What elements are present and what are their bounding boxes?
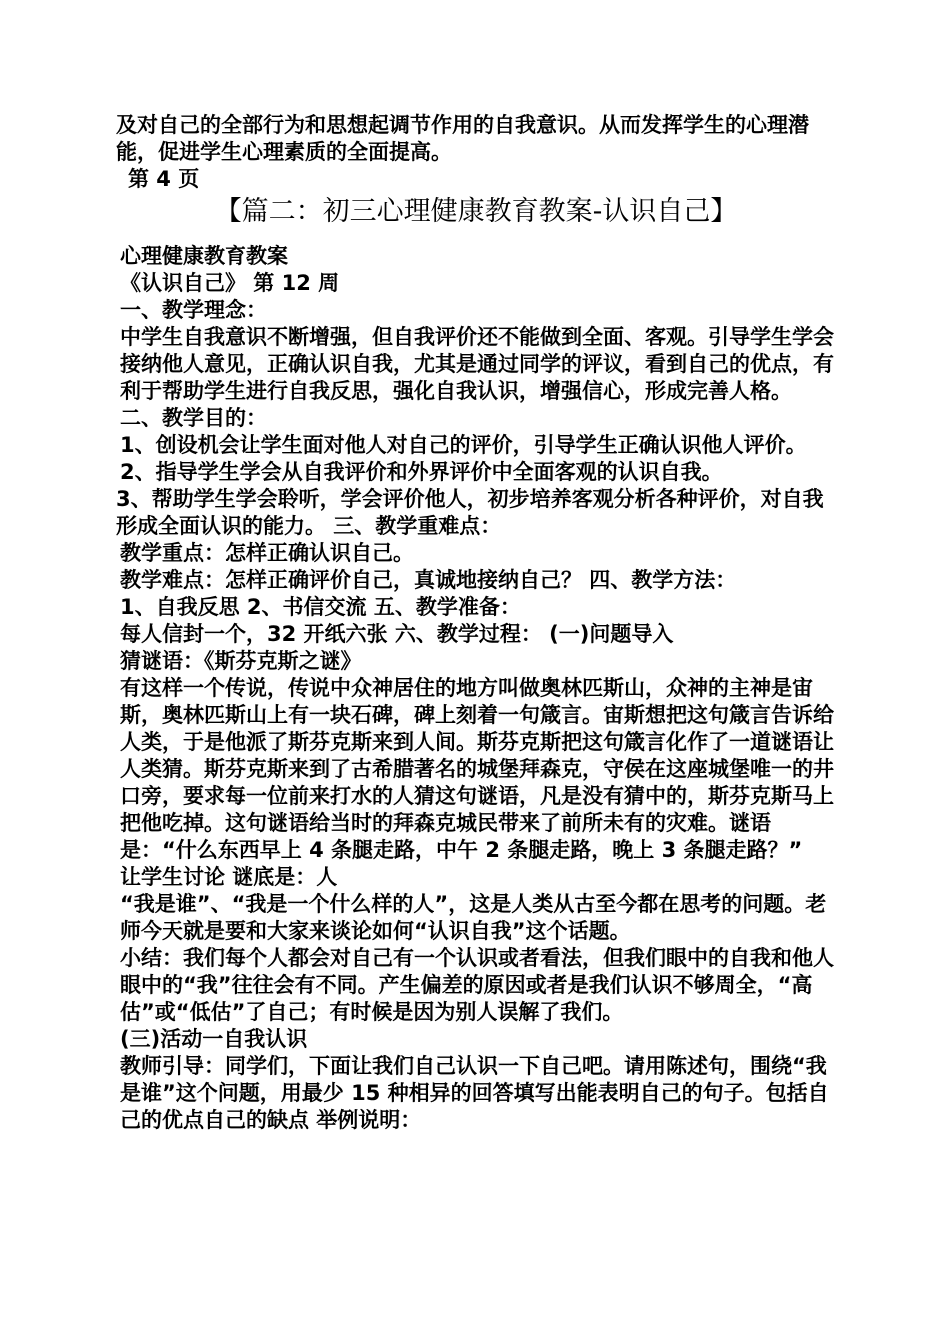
- paragraph-guidance: 教师引导：同学们，下面让我们自己认识一下自己吧。请用陈述句，围绕“我是谁”这个问题，用最少 15 种相异的回答填写出能表明自己的句子。包括自己的优点自己的缺点 举例说明：: [120, 1054, 829, 1132]
- paragraph-intro: 及对自己的全部行为和思想起调节作用的自我意识。从而发挥学生的心理潜能，促进学生心理素质的全面提高。: [116, 113, 809, 164]
- paragraph-story: 有这样一个传说，传说中众神居住的地方叫做奥林匹斯山，众神的主神是宙斯，奥林匹斯山上有一块石碑，碑上刻着一句箴言。宙斯想把这句箴言告诉给人类，于是他派了斯芬克斯来到人间。斯芬克斯把这句箴言化作了一道谜语让人类猜。斯芬克斯来到了古希腊著名的城堡拜森克，守侯在这座城堡唯一的井口旁，要求每一位前来打水的人猜这句谜语，凡是没有猜中的，斯芬克斯马上把他吃掉。这句谜语给当时的拜森克城民带来了前所未有的灾难。谜语是：“什么东西早上 4 条腿走路，中午 2 条腿走路，晚上 3 条腿走路？”: [120, 676, 834, 862]
- riddle-title: 猜谜语：《斯芬克斯之谜》: [120, 649, 362, 673]
- paragraph-summary: 小结：我们每个人都会对自己有一个认识或者看法，但我们眼中的自我和他人眼中的“我”往往会有不同。产生偏差的原因或者是我们认识不够周全，“高估”或“低估”了自己；有时候是因为别人误解了我们。: [120, 946, 834, 1024]
- doc-heading: 心理健康教育教案: [120, 244, 288, 268]
- lesson-title: 《认识自己》 第 12 周: [120, 271, 340, 295]
- methods: 1、自我反思 2、书信交流 五、教学准备：: [120, 595, 521, 619]
- paragraph-philosophy: 中学生自我意识不断增强，但自我评价还不能做到全面、客观。引导学生学会接纳他人意见，正确认识自我，尤其是通过同学的评议，看到自己的优点，有利于帮助学生进行自我反思，强化自我认识，增强信心，形成完善人格。 二、教学目的：: [120, 325, 834, 430]
- goal-item-1: 1、创设机会让学生面对他人对自己的评价，引导学生正确认识他人评价。: [120, 433, 807, 457]
- discussion-line: 让学生讨论 谜底是：人: [120, 865, 338, 889]
- key-point: 教学重点：怎样正确认识自己。: [120, 541, 414, 565]
- section-heading-philosophy: 一、教学理念：: [120, 298, 267, 322]
- difficult-point: 教学难点：怎样正确评价自己，真诚地接纳自己？ 四、教学方法：: [120, 568, 737, 592]
- page-number: 第 4 页: [128, 167, 200, 191]
- goal-item-3: 3、帮助学生学会聆听，学会评价他人，初步培养客观分析各种评价，对自我形成全面认识的能力。 三、教学重难点：: [116, 487, 824, 538]
- goal-item-2: 2、指导学生学会从自我评价和外界评价中全面客观的认识自我。: [120, 460, 723, 484]
- document-page: [116, 112, 836, 1134]
- activity-heading: (三)活动一自我认识: [120, 1027, 308, 1051]
- section-title: 【篇二：初三心理健康教育教案-认识自己】: [214, 196, 738, 227]
- preparation: 每人信封一个，32 开纸六张 六、教学过程： (一)问题导入: [120, 622, 674, 646]
- paragraph-question: “我是谁”、“我是一个什么样的人”，这是人类从古至今都在思考的问题。老师今天就是要和大家来谈论如何“认识自我”这个话题。: [120, 892, 827, 943]
